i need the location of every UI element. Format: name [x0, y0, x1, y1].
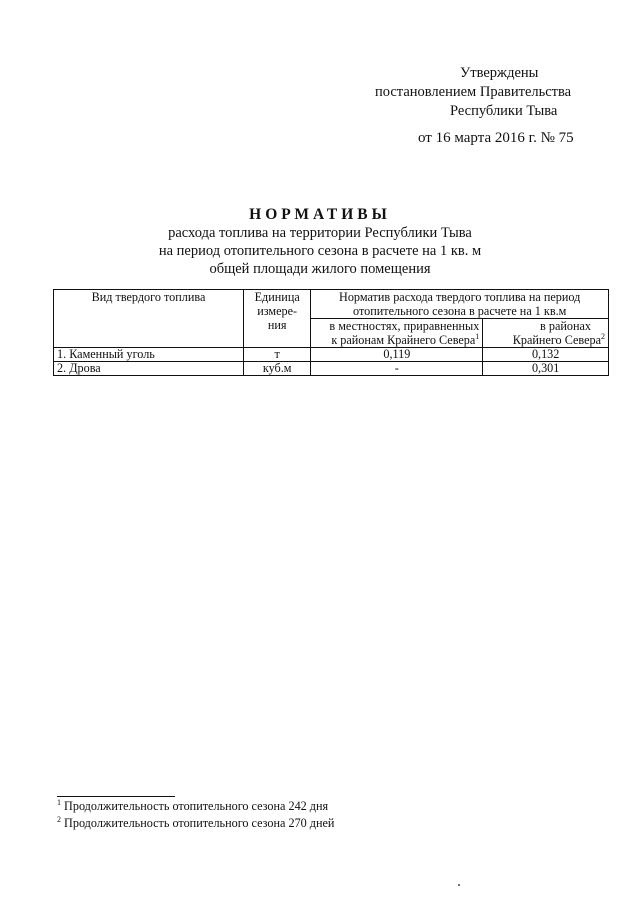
footnote-mark: 1	[57, 797, 61, 807]
table-row	[54, 348, 609, 362]
header-unit-label: Единица	[254, 290, 300, 304]
header-unit	[244, 290, 311, 348]
header-equiv-north	[311, 319, 483, 348]
cell-equiv-north: -	[311, 362, 483, 376]
header-norm-label: Норматив расхода твердого топлива на период	[339, 290, 581, 304]
header-far-north-label: в районах	[540, 319, 591, 333]
approval-stamp	[370, 64, 640, 148]
footnote-text: Продолжительность отопительного сезона 242 дня	[64, 799, 329, 813]
scan-speck	[458, 884, 460, 886]
cell-far-north: 0,132	[483, 348, 609, 362]
footnote-separator	[57, 796, 175, 797]
footnote-mark: 2	[57, 814, 61, 824]
approval-line: Республики Тыва	[450, 103, 558, 119]
norms-table	[53, 289, 609, 376]
header-fuel-type	[54, 290, 244, 348]
subtitle-line: расхода топлива на территории Республики Тыва	[168, 225, 472, 241]
cell-unit: куб.м	[244, 362, 311, 376]
footnote	[57, 815, 334, 832]
header-equiv-north-label: к районам Крайнего Севера	[331, 333, 476, 347]
header-far-north	[483, 319, 609, 348]
header-far-north-label: Крайнего Севера	[512, 333, 601, 347]
subtitle-line: на период отопительного сезона в расчете на 1 кв. м	[158, 243, 482, 259]
footnote-ref: 2	[601, 331, 605, 341]
subtitle-line: общей площади жилого помещения	[209, 261, 431, 277]
header-unit-label: ния	[267, 318, 287, 332]
header-unit-label: измере-	[257, 304, 298, 318]
approval-line: постановлением Правительства	[375, 84, 572, 100]
footnote-text: Продолжительность отопительного сезона 270 дней	[64, 816, 335, 830]
cell-fuel: 1. Каменный уголь	[54, 348, 244, 362]
header-fuel-type-label: Вид твердого топлива	[91, 290, 206, 304]
approval-line: Утверждены	[460, 65, 539, 81]
cell-fuel: 2. Дрова	[54, 362, 244, 376]
footnote-ref: 1	[475, 331, 480, 341]
table-row	[54, 362, 609, 376]
header-equiv-north-label: в местностях, приравненных	[329, 319, 480, 333]
header-norm	[311, 290, 609, 319]
cell-unit: т	[244, 348, 311, 362]
cell-equiv-north: 0,119	[311, 348, 483, 362]
footnotes	[57, 796, 334, 832]
table-header-row	[54, 290, 609, 319]
cell-far-north: 0,301	[483, 362, 609, 376]
footnote	[57, 798, 334, 815]
document-subtitle	[0, 224, 640, 278]
document-title: НОРМАТИВЫ	[249, 206, 391, 223]
approval-date: от 16 марта 2016 г. № 75	[418, 130, 574, 146]
header-norm-label: отопительного сезона в расчете на 1 кв.м	[353, 304, 567, 318]
